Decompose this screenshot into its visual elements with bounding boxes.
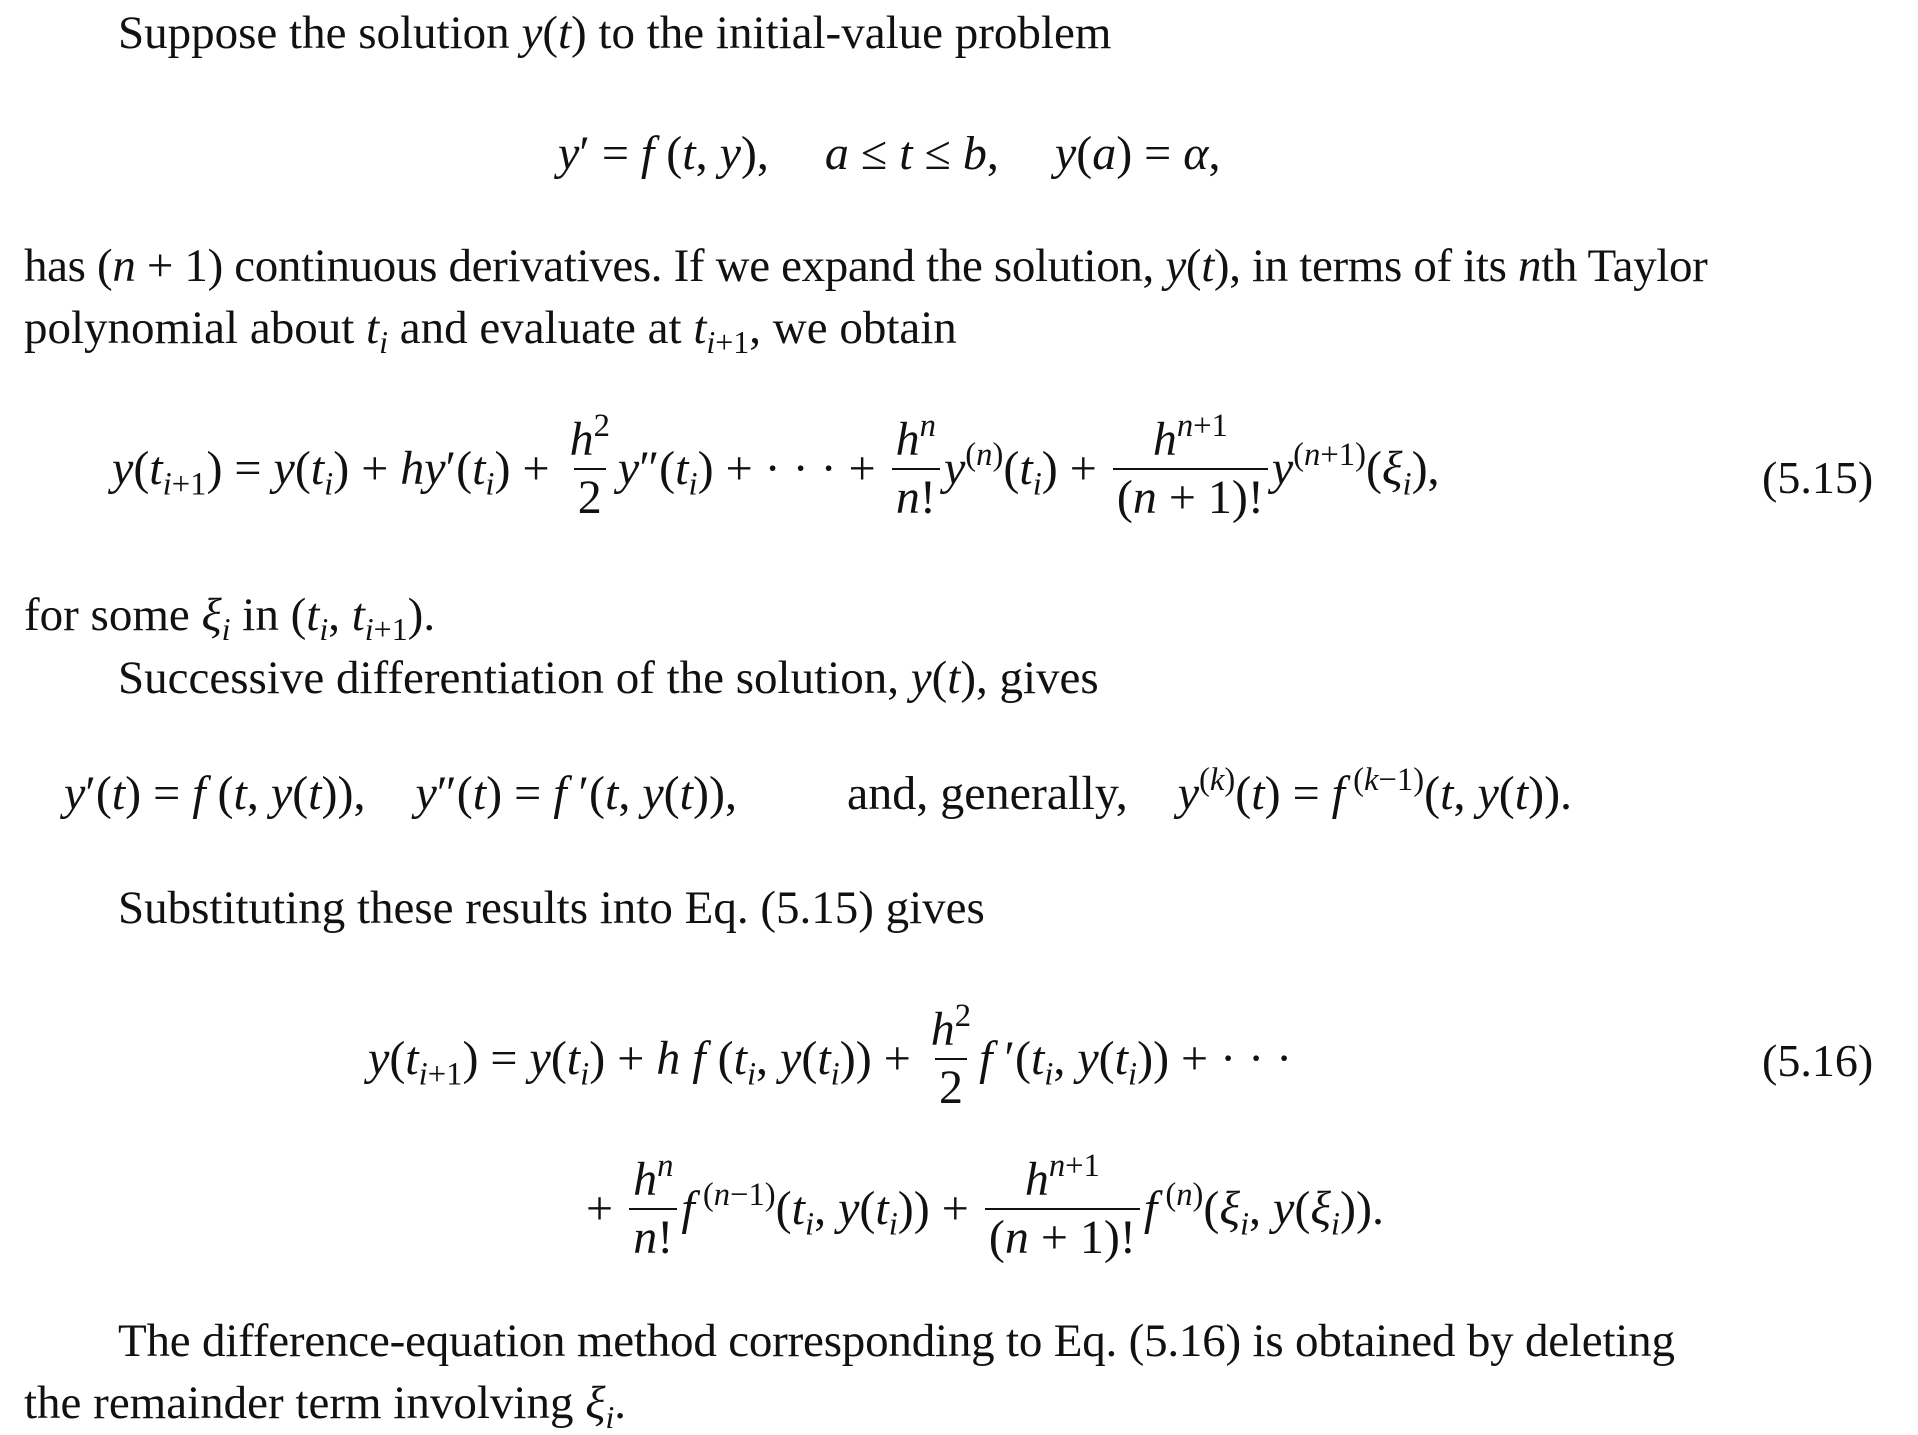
- paragraph-substituting: Substituting these results into Eq. (5.15) gives: [118, 882, 985, 934]
- equation-derivatives: y′(t) = f (t, y(t)), y″(t) = f ′(t, y(t)), and, generally, $y^{(k)}(t) = f$ $^{(k-1)}$(t, y(t)).: [64, 762, 1573, 820]
- equation-5-15: $y(t_{i+1}) = y(t_i) + hy'(t_i)$ + $\frac{h^2}{2}$ $y''(t_i)$ + · · · + $\frac{h^n}{n!}$ $y^{(n)}(t_i)$ + $\frac{h^{n+1}}{(n + 1)!}$ $y^{(n+1)}(\xi_i)$,: [112, 408, 1440, 524]
- paragraph-taylor-line1: has (n + 1) continuous derivatives. If we expand the solution, y(t), in terms of its nth Taylor: [24, 240, 1708, 292]
- paragraph-intro: Suppose the solution y(t) to the initial-value problem: [118, 7, 1112, 59]
- paragraph-difference-line1: The difference-equation method corresponding to Eq. (5.16) is obtained by deleting: [118, 1315, 1675, 1367]
- paragraph-taylor-line2: polynomial about $t_i$ and evaluate at $t_{i+1}$, we obtain: [24, 302, 957, 361]
- paragraph-difference-line2: the remainder term involving $\xi_i$.: [24, 1377, 627, 1435]
- equation-derivatives-words: and, generally,: [846, 767, 1128, 820]
- paragraph-for-some: for some $\xi_i$ in ($t_i$, $t_{i+1}$).: [24, 589, 436, 648]
- equation-ivp: y′ = f (t, y), a ≤ t ≤ b, y(a) = α,: [558, 127, 1221, 180]
- equation-5-16-line2: + $\frac{h^n}{n!}$ f $^{(n-1)}(t_i$, $y(t_i)$) + $\frac{h^{n+1}}{(n + 1)!}$ f $^{(n)}(\xi_i$, $y(\xi_i)$).: [586, 1148, 1384, 1264]
- equation-5-16-number: (5.16): [1762, 1035, 1874, 1086]
- equation-5-15-number: (5.15): [1762, 452, 1874, 503]
- paragraph-successive: Successive differentiation of the solution, y(t), gives: [118, 652, 1099, 704]
- equation-5-16-line1: $y(t_{i+1}) = y(t_i) + h$ f ($t_i$, $y(t_i)$) + $\frac{h^2}{2}$ f $'(t_i$, $y(t_i)$) + · · ·: [368, 998, 1293, 1114]
